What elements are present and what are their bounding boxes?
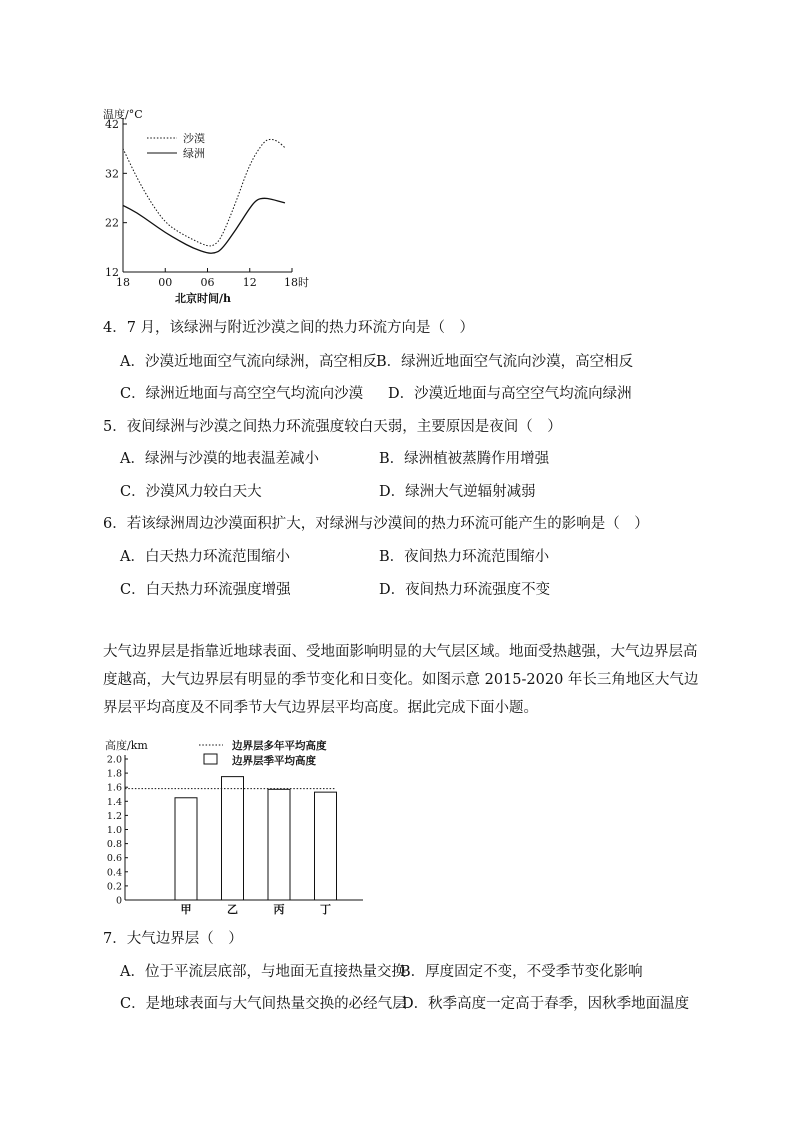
question-6-option-b: B．夜间热力环流范围缩小 [379, 549, 550, 565]
y-tick-label: 1.2 [106, 810, 122, 822]
y-tick-label: 42 [105, 118, 119, 131]
x-tick-label: 06 [200, 276, 215, 289]
y-tick-label: 0 [115, 895, 122, 907]
axes [123, 118, 292, 272]
legend [147, 131, 205, 160]
question-6-option-a: A．白天热力环流范围缩小 [120, 549, 290, 565]
temperature-chart [95, 100, 325, 305]
question-6-option-d: D．夜间热力环流强度不变 [379, 582, 551, 598]
y-tick-label: 2.0 [106, 754, 122, 766]
x-tick-label: 00 [158, 276, 173, 289]
question-6-option-c: C．白天热力环流强度增强 [120, 582, 291, 598]
x-tick-label: 乙 [227, 903, 238, 915]
x-axis-label: 北京时间/h [175, 292, 232, 305]
question-7-option-c: C．是地球表面与大气间热量交换的必经气层 [120, 996, 407, 1012]
x-tick-label: 甲 [180, 903, 192, 915]
question-6-stem: 6．若该绿洲周边沙漠面积扩大，对绿洲与沙漠间的热力环流可能产生的影响是（ ） [103, 516, 649, 532]
legend-label: 边界层多年平均高度 [232, 740, 327, 752]
bar [222, 777, 244, 900]
question-4-option-d: D．沙漠近地面与高空空气均流向绿洲 [388, 386, 632, 402]
tick-labels [105, 118, 309, 289]
y-axis-label: 温度/°C [103, 108, 143, 121]
bars [125, 777, 337, 915]
question-5-option-a: A．绿洲与沙漠的地表温差减小 [120, 451, 319, 467]
y-tick-label: 0.4 [106, 867, 122, 879]
legend-swatch [204, 754, 217, 764]
question-7-stem: 7．大气边界层（ ） [103, 931, 243, 947]
question-4-option-a: A．沙漠近地面空气流向绿洲，高空相反 [120, 354, 377, 370]
question-7-option-a: A．位于平流层底部，与地面无直接热量交换 [120, 964, 406, 980]
legend-label: 沙漠 [183, 132, 205, 145]
x-tick-label: 丁 [320, 903, 331, 915]
x-tick-label: 18时 [284, 276, 309, 289]
boundary-layer-chart [95, 735, 370, 915]
question-4-stem: 4．7 月，该绿洲与附近沙漠之间的热力环流方向是（ ） [103, 320, 475, 336]
bar [315, 792, 337, 900]
y-tick-label: 1.4 [106, 796, 122, 808]
legend-label: 绿洲 [183, 147, 205, 160]
y-tick-label: 1.8 [106, 768, 122, 780]
question-7-option-d: D．秋季高度一定高于春季，因秋季地面温度 [402, 996, 690, 1012]
bar [268, 789, 290, 900]
question-5-option-d: D．绿洲大气逆辐射减弱 [379, 484, 536, 500]
y-tick-label: 0.6 [106, 853, 122, 865]
question-7-option-b: B．厚度固定不变，不受季节变化影响 [400, 964, 643, 980]
y-tick-label: 32 [105, 167, 119, 181]
question-5-option-c: C．沙漠风力较白天大 [120, 484, 262, 500]
y-tick-label: 1.6 [106, 782, 122, 794]
question-4-option-b: B．绿洲近地面空气流向沙漠，高空相反 [376, 354, 634, 370]
x-tick-label: 18 [116, 276, 130, 289]
bar [175, 798, 197, 900]
x-tick-label: 12 [242, 276, 257, 289]
legend-label: 边界层季平均高度 [232, 755, 316, 767]
y-tick-label: 0.2 [106, 881, 122, 893]
y-tick-label: 22 [105, 216, 119, 230]
reading-passage: 大气边界层是指靠近地球表面、受地面影响明显的大气层区域。地面受热越强，大气边界层高度越高，大气边界层有明显的季节变化和日变化。如图示意 2015-2020 年长三角地区大气边界层平均高度及不同季节大气边界层平均高度。据此完成下面小题。 [103, 644, 699, 716]
question-5-stem: 5．夜间绿洲与沙漠之间热力环流强度较白天弱，主要原因是夜间（ ） [103, 419, 562, 435]
y-tick-label: 0.8 [106, 839, 122, 851]
question-4-option-c: C．绿洲近地面与高空空气均流向沙漠 [120, 386, 364, 402]
y-tick-label: 12 [105, 266, 119, 279]
question-5-option-b: B．绿洲植被蒸腾作用增强 [379, 451, 550, 467]
legend [199, 739, 327, 767]
x-tick-label: 丙 [273, 903, 285, 915]
y-tick-label: 1.0 [106, 825, 122, 836]
y-axis-label: 高度/km [105, 739, 148, 752]
